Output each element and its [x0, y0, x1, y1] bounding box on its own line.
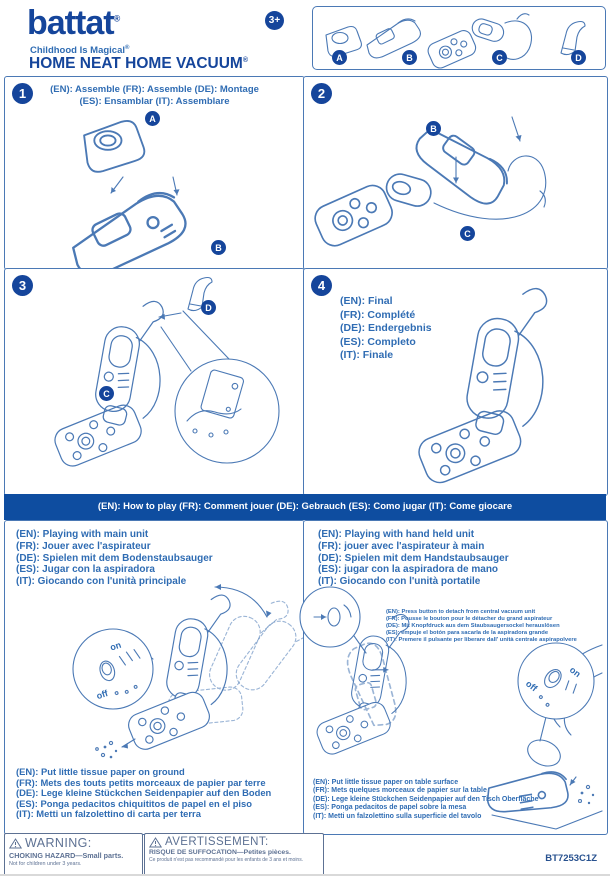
- switch-off-label: off: [95, 688, 110, 702]
- step-1-label-b: B: [211, 240, 226, 255]
- play-main-unit-box: [4, 520, 305, 835]
- warning-en-line1: CHOKING HAZARD—Small parts.: [9, 851, 124, 860]
- registered-mark: ®: [113, 13, 120, 24]
- hand-unit-heading-fr: (FR): jouer avec l'aspirateur à main: [318, 540, 485, 552]
- warning-en-title: WARNING:: [25, 836, 92, 850]
- part-label-b: B: [402, 50, 417, 65]
- dust-specks: [579, 785, 595, 804]
- hand-unit-heading-en: (EN): Playing with hand held unit: [318, 529, 475, 540]
- switch-off-label: off: [523, 678, 540, 694]
- main-unit-footer: [16, 767, 271, 820]
- warning-fr-line1: RISQUE DE SUFFOCATION—Petites pièces.: [149, 849, 291, 856]
- step-1-caption-line1: (EN): Assemble (FR): Assemble (DE): Montage: [50, 84, 259, 95]
- hand-unit-footer-es: (ES): Ponga pedacitos de papel sobre la mesa: [313, 804, 467, 812]
- switch-on-label: on: [108, 639, 123, 653]
- hand-unit-heading: [318, 529, 509, 588]
- main-unit-footer-es: (ES): Ponga pedacitos chiquititos de papel en el piso: [16, 797, 252, 809]
- main-unit-footer-en: (EN): Put little tissue paper on ground: [16, 766, 185, 777]
- step-4-line-it: (IT): Finale: [340, 349, 394, 361]
- age-badge: 3+: [265, 11, 284, 30]
- parts-overview-box: [312, 6, 606, 70]
- step-4-line-de: (DE): Endergebnis: [340, 322, 432, 334]
- main-unit-footer-de: (DE): Lege kleine Stückchen Seidenpapier auf den Boden: [16, 787, 272, 799]
- warning-triangle-icon: [149, 837, 162, 848]
- how-to-play-banner: (EN): How to play (FR): Comment jouer (DE): Gebrauch (ES): Como jugar (IT): Come giocare: [4, 494, 606, 520]
- step-4-line-es: (ES): Completo: [340, 335, 416, 348]
- switch-on-label: on: [567, 664, 583, 680]
- step-3-number: 3: [12, 275, 33, 296]
- step-3-art: [5, 269, 302, 492]
- step-3-label-d: D: [201, 300, 216, 315]
- step-1-art: [5, 107, 302, 265]
- brand-logo: [27, 4, 119, 43]
- handheld-on-off-magnifier: [518, 643, 594, 719]
- warning-fr-line2: Ce produit n'est pas recommandé pour les enfants de 3 ans et moins.: [149, 857, 304, 863]
- hand-unit-heading-it: (IT): Giocando con l'unità portatile: [318, 576, 481, 588]
- step-1-caption: [5, 84, 304, 107]
- hand-unit-footer-it: (IT): Metti un falzolettino sulla superficie del tavolo: [313, 812, 482, 820]
- step-1-label-a: A: [145, 111, 160, 126]
- detach-note-de: (DE): Mit Knopfdruck aus dem Staubsaugersockel herauslösen: [386, 622, 560, 629]
- product-title-text: HOME NEAT HOME VACUUM: [29, 55, 243, 72]
- hand-unit-heading-es: (ES): jugar con la aspiradora de mano: [318, 564, 499, 576]
- item-code: BT7253C1Z: [545, 853, 597, 864]
- detach-note-fr: (FR): Pousse le bouton pour le détacher du grand aspirateur: [386, 615, 553, 622]
- play-hand-unit-box: [303, 520, 608, 835]
- release-button-magnifier: [300, 587, 360, 647]
- hand-unit-footer-en: (EN): Put little tissue paper on table surface: [313, 779, 459, 786]
- step-3-box: [4, 268, 305, 496]
- part-label-a: A: [332, 50, 347, 65]
- main-unit-heading-de: (DE): Spielen mit dem Bodenstaubsauger: [16, 552, 213, 564]
- warning-fr-title: AVERTISSEMENT:: [165, 836, 269, 848]
- step-1-box: [4, 76, 305, 270]
- main-unit-footer-fr: (FR): Mets des touts petits morceaux de papier par terre: [16, 776, 266, 788]
- brand-logo-text: battat: [27, 4, 114, 42]
- registered-mark: ®: [125, 45, 130, 51]
- main-unit-art: [5, 581, 302, 765]
- warning-box-en: [4, 833, 143, 876]
- step-2-label-c: C: [460, 226, 475, 241]
- dust-specks: [96, 741, 118, 758]
- main-unit-heading-en: (EN): Playing with main unit: [16, 529, 149, 540]
- step-4-line-fr: (FR): Complété: [340, 308, 416, 321]
- warning-en-title-row: [9, 836, 138, 850]
- registered-mark: ®: [242, 56, 249, 64]
- hand-unit-footer: [313, 779, 539, 821]
- main-unit-heading-es: (ES): Jugar con la aspiradora: [16, 564, 155, 576]
- hand-unit-footer-fr: (FR): Mets quelques morceaux de papier sur la table: [313, 787, 487, 795]
- step-2-number: 2: [311, 83, 332, 104]
- step-1-caption-line2: (ES): Ensamblar (IT): Assemblare: [79, 95, 230, 107]
- product-title: [29, 55, 248, 73]
- step-2-box: [303, 76, 608, 270]
- main-unit-footer-it: (IT): Metti un falzolettino di carta per terra: [16, 808, 201, 820]
- step-4-line-en: (EN): Final: [340, 295, 393, 307]
- warning-fr-title-row: [149, 836, 319, 848]
- detach-note-es: (ES): empuje el botón para sacarla de la aspiradora grande: [386, 629, 549, 636]
- step-4-number: 4: [311, 275, 332, 296]
- main-unit-heading-it: (IT): Giocando con l'unità principale: [16, 576, 187, 588]
- step-4-art: [304, 269, 605, 492]
- page-bottom-edge: [0, 874, 610, 876]
- detach-note-en: (EN): Press button to detach from central vacuum unit: [386, 609, 536, 615]
- hand-unit-footer-de: (DE): Lege kleine Stückchen Seidenpapier auf den Tisch Oberfläche: [313, 795, 539, 803]
- parts-art: [313, 7, 602, 66]
- step-1-number: 1: [12, 83, 33, 104]
- brand-tagline-text: Childhood Is Magical: [30, 45, 126, 57]
- part-c-floor-unit-icon: [426, 14, 532, 71]
- step-4-box: [303, 268, 608, 496]
- warning-en-line2: Not for children under 3 years.: [9, 861, 82, 867]
- detach-note-it: (IT): Premere il pulsante per liberare dall' unità centrale aspirapolvere: [386, 636, 577, 643]
- main-unit-heading: [16, 529, 213, 588]
- step-3-label-c: C: [99, 386, 114, 401]
- step-2-art: [304, 95, 605, 267]
- warning-triangle-icon: [9, 838, 22, 849]
- step-2-label-b: B: [426, 121, 441, 136]
- part-label-c: C: [492, 50, 507, 65]
- part-label-d: D: [571, 50, 586, 65]
- warning-box-fr: [144, 833, 324, 876]
- main-unit-heading-fr: (FR): Jouer avec l'aspirateur: [16, 540, 151, 552]
- on-off-switch-magnifier: [73, 629, 153, 709]
- hand-unit-heading-de: (DE): Spielen mit dem Handstaubsauger: [318, 552, 509, 564]
